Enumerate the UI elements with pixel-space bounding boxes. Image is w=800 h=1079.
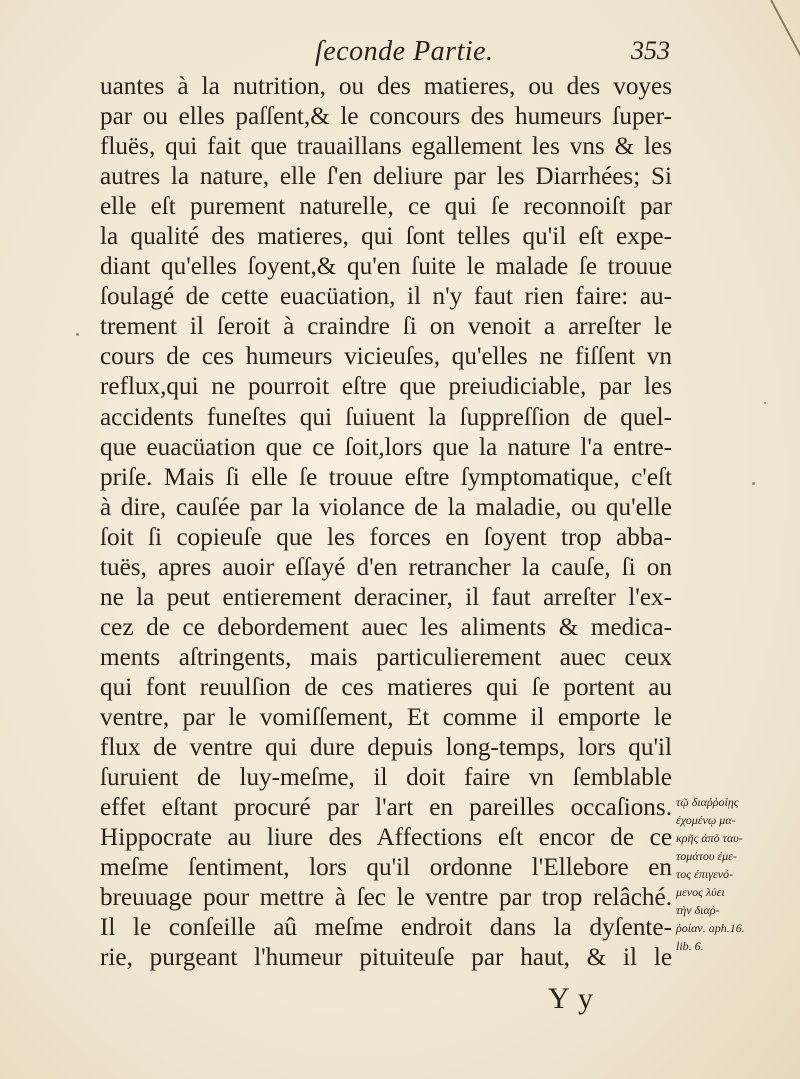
ink-speck [752,482,755,485]
text-line: ſoit ſi copieuſe que les forces en ſoyent trop abba- [100,523,672,551]
marginal-note-line: μενος λύει [676,885,725,899]
marginal-note-line: τος ἐπιγενό- [676,867,734,881]
text-line: priſe. Mais ſi elle ſe trouue eſtre ſymptomatique, c'eſt [100,463,672,491]
marginal-note [676,793,796,955]
text-line: flux de ventre qui dure depuis long-temps, lors qu'il [100,734,672,762]
text-line: ſuruient de luy-meſme, il doit faire vn ſemblable [100,764,672,792]
text-line: uantes à la nutrition, ou des matieres, ou des voyes [100,73,672,100]
catchword: Y y [548,982,595,1015]
text-line: rie, purgeant l'humeur pituiteuſe par haut, & il le [100,944,672,972]
text-line: breuuage pour mettre à ſec le ventre par trop relâché. [100,884,672,912]
text-line: la qualité des matieres, qui ſont telles qu'il eſt expe- [100,223,672,251]
text-line: meſme ſentiment, lors qu'il ordonne l'Ellebore en [100,854,672,882]
text-line: ments aſtringents, mais particulierement auec ceux [100,643,672,671]
page-header [100,36,670,76]
page-number: 353 [631,36,670,65]
text-line: Hippocrate au liure des Affections eſt encor de ce [100,824,672,852]
text-line: tuës, apres auoir eſſayé d'en retrancher la cauſe, ſi on [100,553,672,581]
ink-speck [76,333,79,336]
text-line: accidents funeſtes qui ſuiuent la ſuppreſſion de quel- [100,403,672,431]
text-line: fluës, qui fait que trauaillans egallement les vns & les [100,133,672,161]
marginal-note-line: κρῆς ἀπὸ ταυ- [676,831,743,845]
text-line: à dire, cauſée par la violance de la maladie, ou qu'elle [100,493,672,521]
text-line: ne la peut entierement deraciner, il faut arreſter l'ex- [100,583,672,611]
text-line: elle eſt purement naturelle, ce qui ſe reconnoiſt par [100,193,672,221]
marginal-note-line: ῥοίαν. aph.16. [676,921,745,935]
marginal-note-line: τὴν διαῤ- [676,903,720,917]
text-line: cez de ce debordement auec les aliments & medica- [100,613,672,641]
marginal-note-line: τῷ διαῤῥοίῃς [676,795,739,809]
text-line: trement il ſeroit à craindre ſi on venoit a arreſter le [100,313,672,341]
page-edge-crease [770,0,800,80]
marginal-note-line: ἐχομένῳ μα- [676,813,736,827]
text-line: effet eſtant procuré par l'art en pareilles occaſions. [100,794,672,822]
text-line: ventre, par le vomiſſement, Et comme il emporte le [100,703,672,731]
text-line: cours de ces humeurs vicieuſes, qu'elles ne fiſſent vn [100,343,672,371]
text-line: Il le conſeille aû meſme endroit dans la dyſente- [100,914,672,942]
ink-speck [764,402,766,404]
marginal-note-line: lib. 6. [676,939,704,953]
text-line: autres la nature, elle ſ'en deliure par les Diarrhées; Si [100,163,672,191]
text-line: que euacüation que ce ſoit,lors que la nature l'a entre- [100,433,672,461]
text-line: diant qu'elles ſoyent,& qu'en ſuite le malade ſe trouue [100,253,672,281]
text-line: qui font reuulſion de ces matieres qui ſe portent au [100,673,672,701]
text-line: par ou elles paſſent,& le concours des humeurs ſuper- [100,103,672,131]
running-title: ſeconde Partie. [315,36,494,67]
text-line: ſoulagé de cette euacüation, il n'y faut rien faire: au- [100,283,672,311]
marginal-note-line: τομάτου ἐμε- [676,849,737,863]
text-line: reflux,qui ne pourroit eſtre que preiudiciable, par les [100,373,672,401]
body-text [100,72,672,973]
